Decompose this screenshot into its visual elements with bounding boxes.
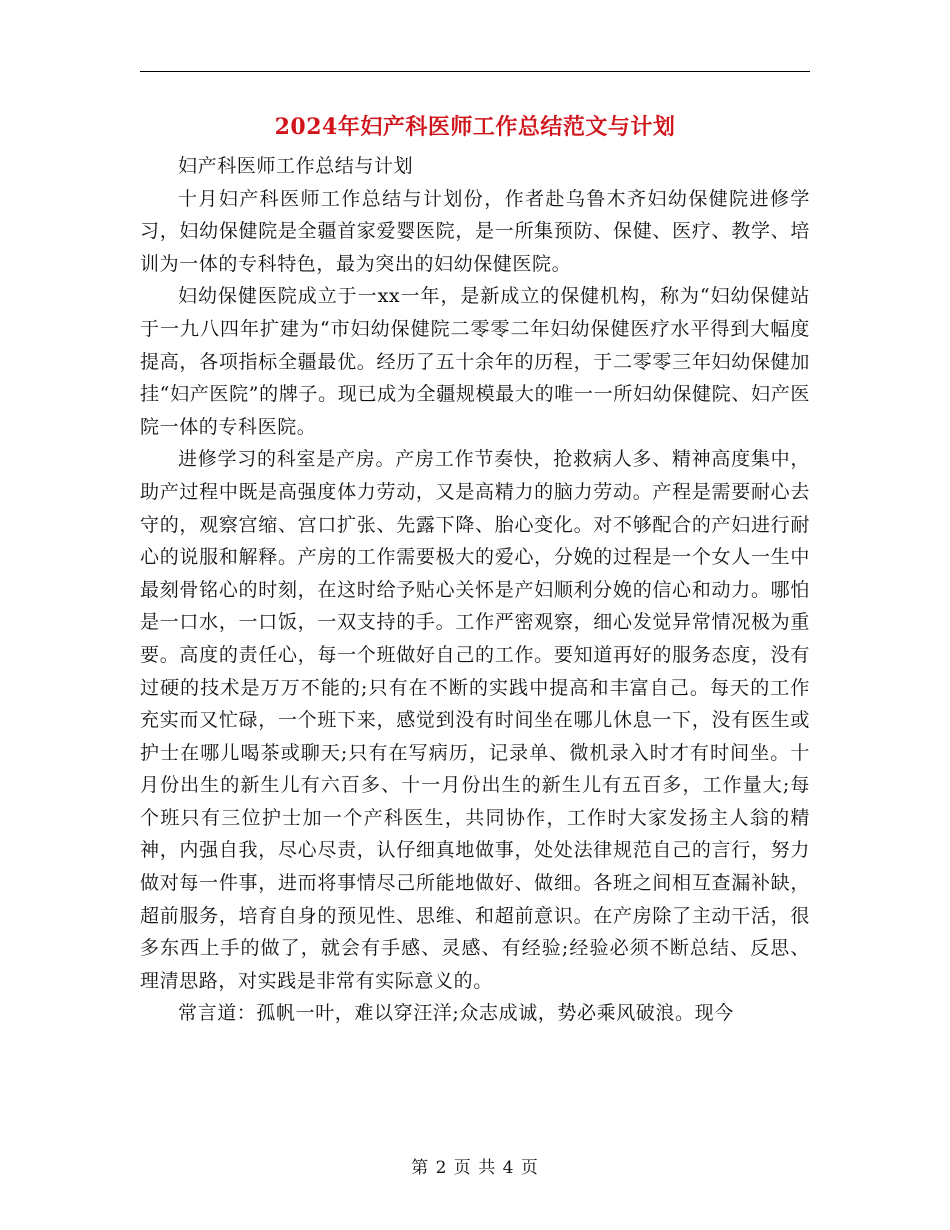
document-title: 2024年妇产科医师工作总结范文与计划	[274, 114, 676, 140]
paragraph-intro: 十月妇产科医师工作总结与计划份，作者赴乌鲁木齐妇幼保健院进修学习，妇幼保健院是全疆首家爱婴医院，是一所集预防、保健、医疗、教学、培训为一体的专科特色，最为突出的妇幼保健医院。	[140, 187, 810, 275]
document-body	[140, 150, 810, 1030]
page-footer: 第 2 页 共 4 页	[411, 1158, 539, 1178]
paragraph-subtitle: 妇产科医师工作总结与计划	[178, 155, 414, 177]
header-rule	[140, 71, 810, 72]
paragraph-history: 妇幼保健医院成立于一xx一年，是新成立的保健机构，称为“妇幼保健站于一九八四年扩建为“市妇幼保健院二零零二年妇幼保健医疗水平得到大幅度提高，各项指标全疆最优。经历了五十余年的历程，于二零零三年妇幼保健加挂“妇产医院”的牌子。现已成为全疆规模最大的唯一一所妇幼保健院、妇产医院一体的专科医院。	[140, 285, 810, 438]
paragraph-delivery-room: 进修学习的科室是产房。产房工作节奏快，抢救病人多、精神高度集中，助产过程中既是高强度体力劳动，又是高精力的脑力劳动。产程是需要耐心去守的，观察宫缩、宫口扩张、先露下降、胎心变化。对不够配合的产妇进行耐心的说服和解释。产房的工作需要极大的爱心，分娩的过程是一个女人一生中最刻骨铭心的时刻，在这时给予贴心关怀是产妇顺利分娩的信心和动力。哪怕是一口水，一口饭，一双支持的手。工作严密观察，细心发觉异常情况极为重要。高度的责任心，每一个班做好自己的工作。要知道再好的服务态度，没有过硬的技术是万万不能的;只有在不断的实践中提高和丰富自己。每天的工作充实而又忙碌，一个班下来，感觉到没有时间坐在哪儿休息一下，没有医生或护士在哪儿喝茶或聊天;只有在写病历，记录单、微机录入时才有时间坐。十月份出生的新生儿有六百多、十一月份出生的新生儿有五百多，工作量大;每个班只有三位护士加一个产科医生，共同协作，工作时大家发扬主人翁的精神，内强自我，尽心尽责，认仔细真地做事，处处法律规范自己的言行，努力做对每一件事，进而将事情尽己所能地做好、做细。各班之间相互查漏补缺，超前服务，培育自身的预见性、思维、和超前意识。在产房除了主动干活，很多东西上手的做了，就会有手感、灵感、有经验;经验必须不断总结、反思、理清思路，对实践是非常有实际意义的。	[140, 448, 810, 992]
paragraph-proverb: 常言道：孤帆一叶，难以穿汪洋;众志成诚，势必乘风破浪。现今	[178, 1002, 734, 1025]
